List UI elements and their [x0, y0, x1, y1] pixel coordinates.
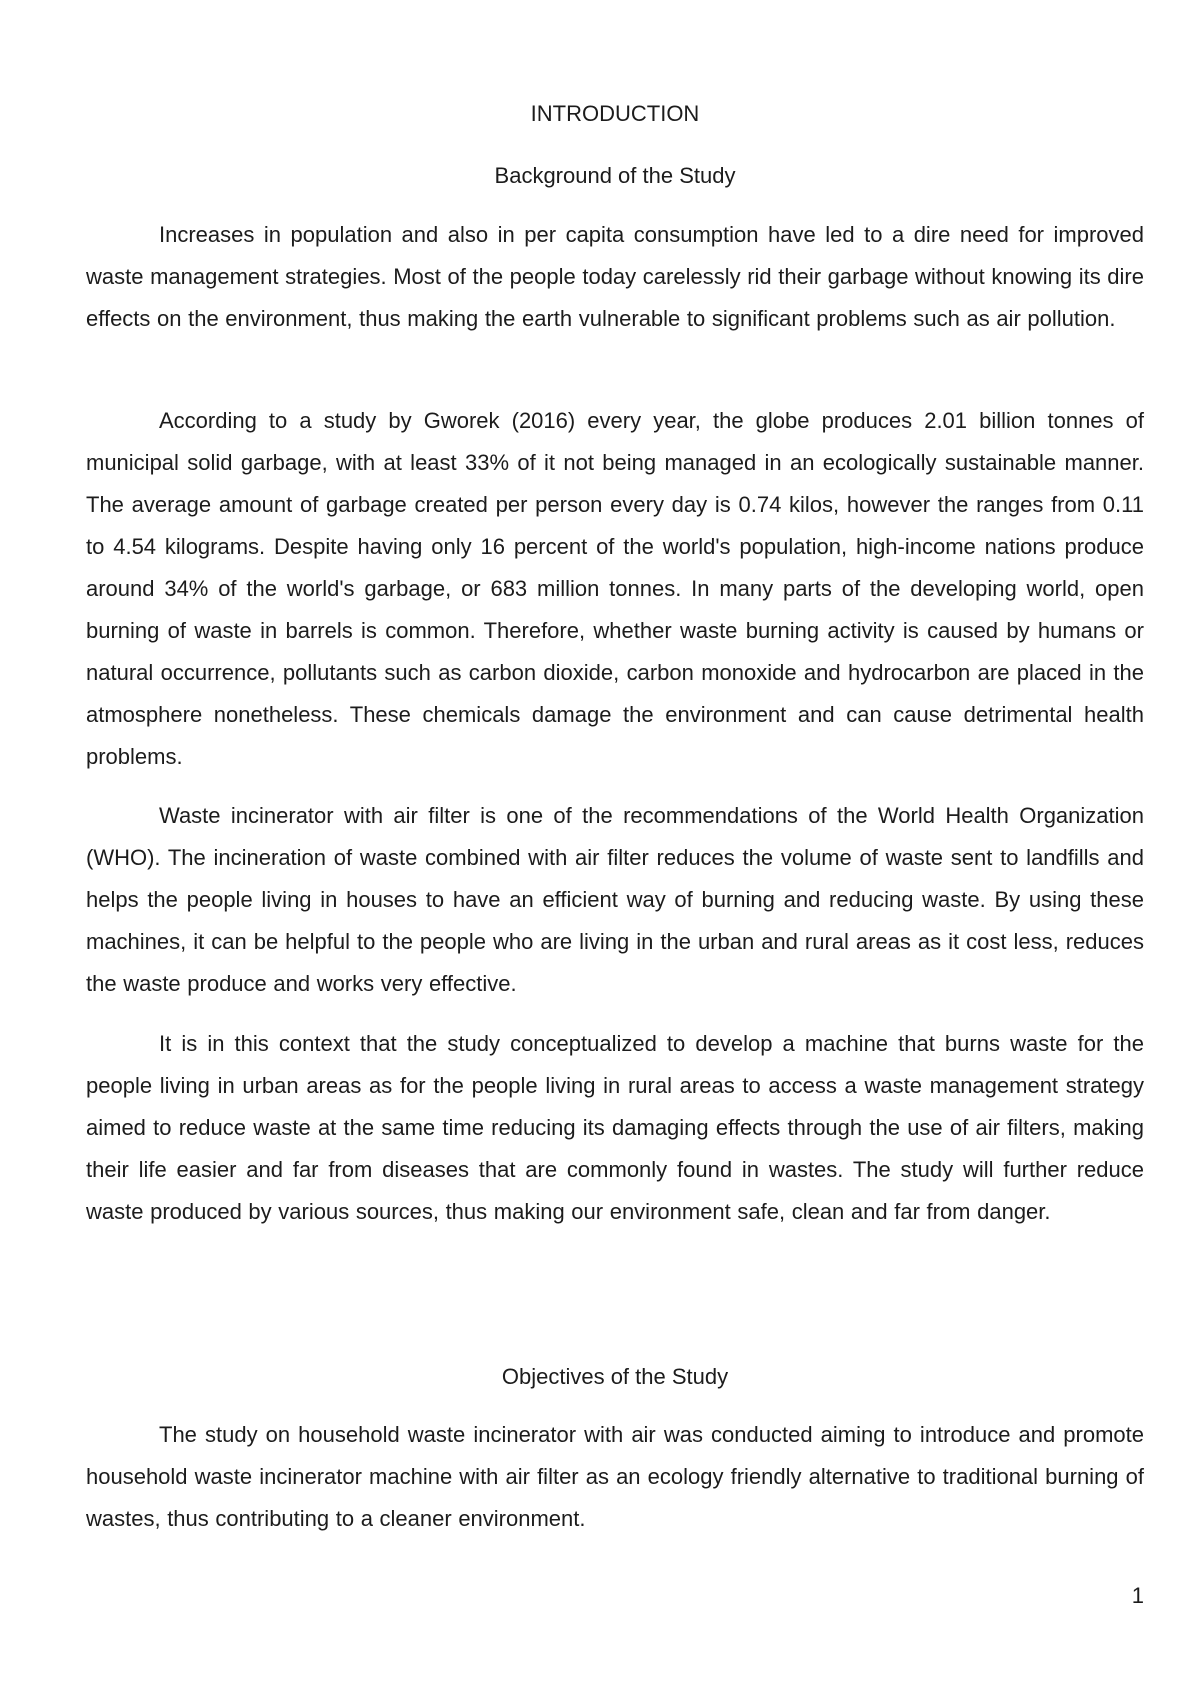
objectives-paragraph-1: The study on household waste incinerator with air was conducted aiming to introduce and promote household waste incinerator machine with air filter as an ecology friendly alternative to traditional burning of wastes, thus contributing to a cleaner environment. [86, 1422, 1144, 1531]
background-paragraph-1: Increases in population and also in per capita consumption have led to a dire need for improved waste management strategies. Most of the people today carelessly rid their garbage without knowing its dire effects on the environment, thus making the earth vulnerable to significant problems such as air pollution. [86, 222, 1144, 331]
background-paragraph-2: According to a study by Gworek (2016) every year, the globe produces 2.01 billion tonnes of municipal solid garbage, with at least 33% of it not being managed in an ecologically sustainable manner. The average amount of garbage created per person every day is 0.74 kilos, however the ranges from 0.11 to 4.54 kilograms. Despite having only 16 percent of the world's population, high-income nations produce around 34% of the world's garbage, or 683 million tonnes. In many parts of the developing world, open burning of waste in barrels is common. Therefore, whether waste burning activity is caused by humans or natural occurrence, pollutants such as carbon dioxide, carbon monoxide and hydrocarbon are placed in the atmosphere nonetheless. These chemicals damage the environment and can cause detrimental health problems. [86, 408, 1144, 769]
background-section-heading: Background of the Study [494, 163, 736, 188]
page-number: 1 [1131, 1583, 1144, 1608]
background-paragraph-4: It is in this context that the study conceptualized to develop a machine that burns waste for the people living in urban areas as for the people living in rural areas to access a waste management strategy aimed to reduce waste at the same time reducing its damaging effects through the use of air filters, making their life easier and far from diseases that are commonly found in wastes. The study will further reduce waste produced by various sources, thus making our environment safe, clean and far from danger. [86, 1031, 1144, 1224]
background-paragraph-3: Waste incinerator with air filter is one of the recommendations of the World Health Organization (WHO). The incineration of waste combined with air filter reduces the volume of waste sent to landfills and helps the people living in houses to have an efficient way of burning and reducing waste. By using these machines, it can be helpful to the people who are living in the urban and rural areas as it cost less, reduces the waste produce and works very effective. [86, 803, 1144, 996]
page-title: INTRODUCTION [530, 101, 700, 126]
objectives-section-heading: Objectives of the Study [501, 1364, 729, 1389]
